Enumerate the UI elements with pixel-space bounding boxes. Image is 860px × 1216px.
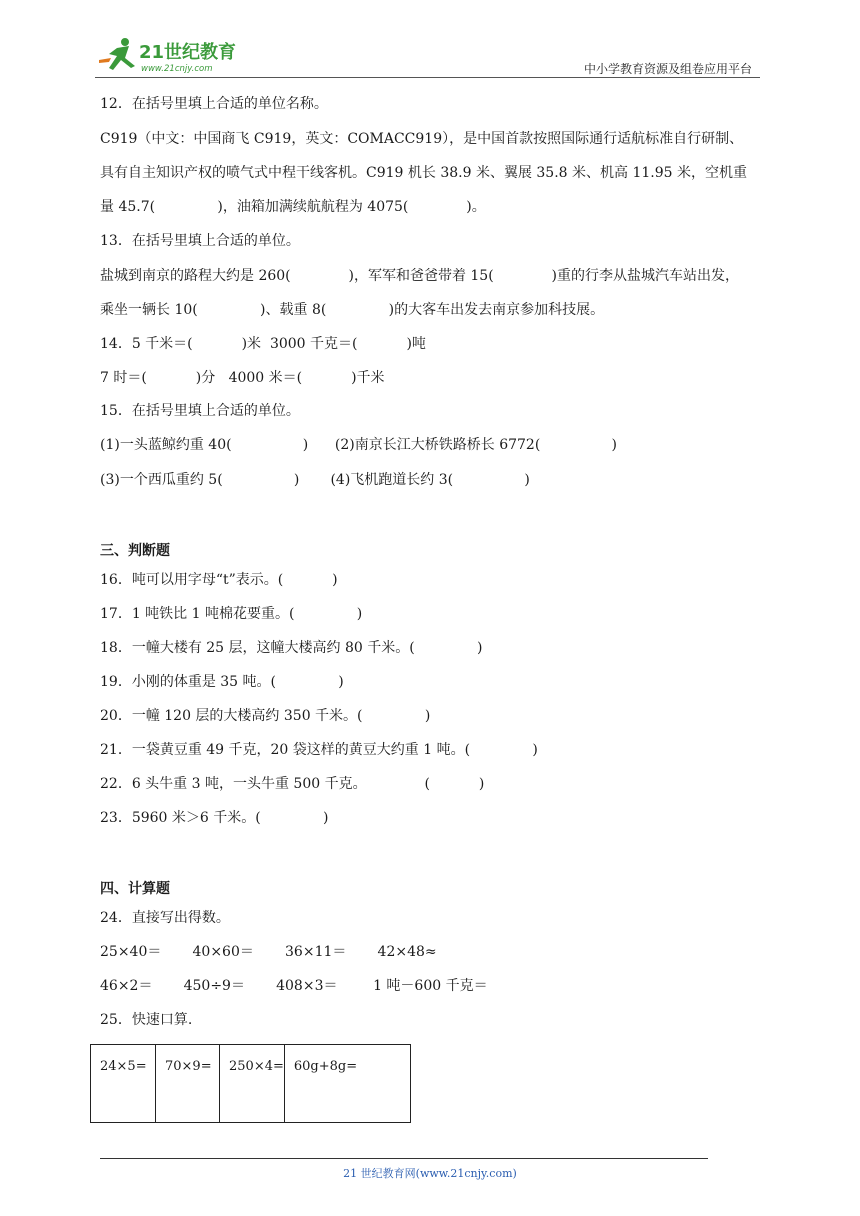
question-line: 22．6 头牛重 3 吨，一头牛重 500 千克。 ( ) — [100, 776, 485, 792]
question-line: 16．吨可以用字母“t”表示。( ) — [100, 572, 338, 588]
question-line: 24．直接写出得数。 — [100, 910, 230, 926]
question-line: 25．快速口算. — [100, 1012, 193, 1028]
question-line: 14．5 千米＝( )米 3000 千克＝( )吨 — [100, 336, 426, 352]
page-footer: 21 世纪教育网(www.21cnjy.com) — [343, 1167, 517, 1180]
question-line: 乘坐一辆长 10( )、载重 8( )的大客车出发去南京参加科技展。 — [100, 302, 605, 318]
question-line: 23．5960 米＞6 千米。( ) — [100, 810, 329, 826]
question-line: 17．1 吨铁比 1 吨棉花要重。( ) — [100, 606, 363, 622]
question-line: 12．在括号里填上合适的单位名称。 — [100, 96, 328, 112]
footer-divider — [100, 1158, 708, 1159]
platform-title: 中小学教育资源及组卷应用平台 — [583, 62, 752, 76]
section-heading: 三、判断题 — [100, 543, 170, 559]
section-heading: 四、计算题 — [100, 881, 170, 897]
logo-text: 21世纪教育 — [139, 42, 237, 63]
question-line: 15．在括号里填上合适的单位。 — [100, 403, 300, 419]
question-line: 21．一袋黄豆重 49 千克，20 袋这样的黄豆大约重 1 吨。( ) — [100, 742, 538, 758]
page-header — [95, 30, 760, 78]
question-line: C919（中文：中国商飞 C919，英文：COMACC919），是中国首款按照国际通行适航标准自行研制、 — [100, 131, 744, 147]
question-line: 25×40＝ 40×60＝ 36×11＝ 42×48≈ — [100, 944, 437, 960]
logo-url: www.21cnjy.com — [141, 64, 213, 74]
question-line: 7 时＝( )分 4000 米＝( )千米 — [100, 370, 385, 386]
header-divider — [95, 77, 760, 78]
question-line: 20．一幢 120 层的大楼高约 350 千米。( ) — [100, 708, 431, 724]
calc-cell: 60g+8g= — [284, 1045, 410, 1123]
calc-cell: 24×5= — [91, 1045, 156, 1123]
question-line: 量 45.7( )，油箱加满续航航程为 4075( )。 — [100, 199, 486, 215]
question-line: 盐城到南京的路程大约是 260( )，军军和爸爸带着 15( )重的行李从盐城汽车站出发， — [100, 268, 739, 284]
question-line: (3)一个西瓜重约 5( ) (4)飞机跑道长约 3( ) — [100, 472, 530, 488]
calc-row — [91, 1045, 411, 1123]
question-line: 13．在括号里填上合适的单位。 — [100, 233, 300, 249]
calc-cell: 250×4= — [220, 1045, 285, 1123]
question-line: 18．一幢大楼有 25 层，这幢大楼高约 80 千米。( ) — [100, 640, 483, 656]
calc-cell: 70×9= — [156, 1045, 220, 1123]
calc-table — [90, 1044, 411, 1123]
question-line: 46×2＝ 450÷9＝ 408×3＝ 1 吨－600 千克＝ — [100, 978, 488, 994]
question-line: (1)一头蓝鲸约重 40( ) (2)南京长江大桥铁路桥长 6772( ) — [100, 437, 617, 453]
question-line: 具有自主知识产权的喷气式中程干线客机。C919 机长 38.9 米、翼展 35.8 米、机高 11.95 米，空机重 — [100, 165, 748, 181]
site-logo — [95, 36, 260, 76]
question-line: 19．小刚的体重是 35 吨。( ) — [100, 674, 344, 690]
